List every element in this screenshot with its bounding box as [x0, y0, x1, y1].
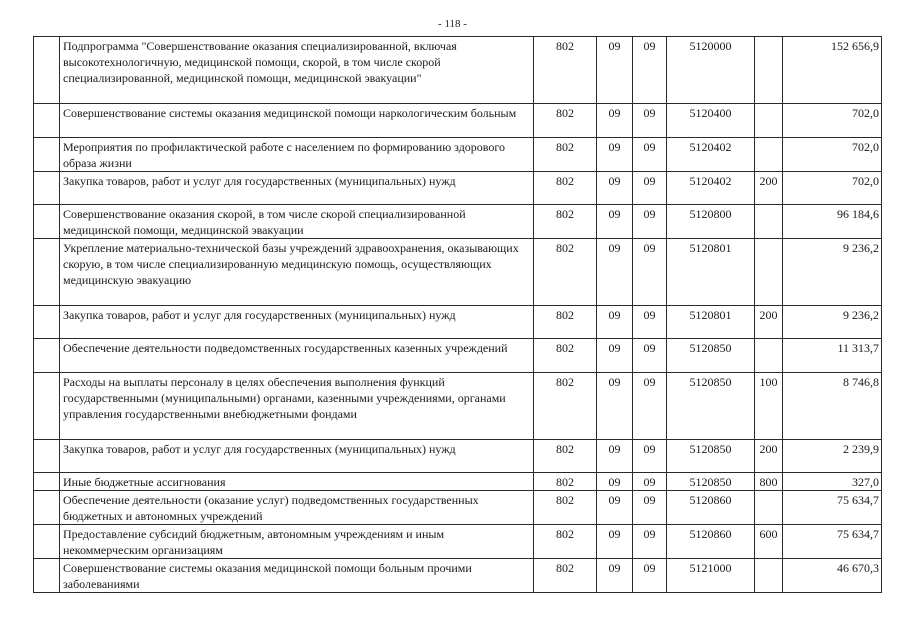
- item-name: Укрепление материально-технической базы учреждений здравоохранения, оказывающих скорую, в том числе специализированную медицинскую помощь, осуществляющих медицинскую эвакуацию: [60, 239, 534, 306]
- subsection-code: 09: [633, 138, 667, 172]
- subsection-code: 09: [633, 559, 667, 593]
- expense-type-code: [755, 37, 783, 104]
- expense-type-code: [755, 559, 783, 593]
- amount: 96 184,6: [783, 205, 882, 239]
- page-number: - 118 -: [438, 18, 467, 30]
- row-margin-cell: [34, 205, 60, 239]
- item-name: Обеспечение деятельности (оказание услуг) подведомственных государственных бюджетных и автономных учреждений: [60, 491, 534, 525]
- amount: 152 656,9: [783, 37, 882, 104]
- section-code: 09: [597, 473, 633, 491]
- target-article-code: 5120850: [667, 373, 755, 440]
- expense-type-code: 600: [755, 525, 783, 559]
- subsection-code: 09: [633, 104, 667, 138]
- ved-code: 802: [534, 373, 597, 440]
- table-row: [34, 239, 882, 306]
- row-margin-cell: [34, 491, 60, 525]
- section-code: 09: [597, 104, 633, 138]
- amount: 11 313,7: [783, 339, 882, 373]
- item-name: Расходы на выплаты персоналу в целях обеспечения выполнения функций государственными (муниципальными) органами, казенными учреждениями, органами управления государственными внебюджетными фондами: [60, 373, 534, 440]
- subsection-code: 09: [633, 373, 667, 440]
- table-row: [34, 104, 882, 138]
- section-code: 09: [597, 138, 633, 172]
- amount: 75 634,7: [783, 525, 882, 559]
- ved-code: 802: [534, 205, 597, 239]
- target-article-code: 5121000: [667, 559, 755, 593]
- target-article-code: 5120801: [667, 306, 755, 339]
- expense-type-code: [755, 205, 783, 239]
- section-code: 09: [597, 440, 633, 473]
- target-article-code: 5120402: [667, 172, 755, 205]
- item-name: Закупка товаров, работ и услуг для государственных (муниципальных) нужд: [60, 440, 534, 473]
- section-code: 09: [597, 306, 633, 339]
- row-margin-cell: [34, 239, 60, 306]
- row-margin-cell: [34, 172, 60, 205]
- table-row: [34, 339, 882, 373]
- subsection-code: 09: [633, 239, 667, 306]
- target-article-code: 5120402: [667, 138, 755, 172]
- subsection-code: 09: [633, 440, 667, 473]
- item-name: Мероприятия по профилактической работе с населением по формированию здорового образа жизни: [60, 138, 534, 172]
- table-row: [34, 138, 882, 172]
- amount: 8 746,8: [783, 373, 882, 440]
- ved-code: 802: [534, 473, 597, 491]
- item-name: Закупка товаров, работ и услуг для государственных (муниципальных) нужд: [60, 306, 534, 339]
- ved-code: 802: [534, 339, 597, 373]
- expense-type-code: 800: [755, 473, 783, 491]
- target-article-code: 5120850: [667, 440, 755, 473]
- table-row: [34, 205, 882, 239]
- amount: 327,0: [783, 473, 882, 491]
- target-article-code: 5120800: [667, 205, 755, 239]
- expense-type-code: [755, 491, 783, 525]
- subsection-code: 09: [633, 339, 667, 373]
- subsection-code: 09: [633, 525, 667, 559]
- amount: 702,0: [783, 172, 882, 205]
- item-name: Иные бюджетные ассигнования: [60, 473, 534, 491]
- item-name: Совершенствование системы оказания медицинской помощи наркологическим больным: [60, 104, 534, 138]
- row-margin-cell: [34, 373, 60, 440]
- row-margin-cell: [34, 440, 60, 473]
- expense-type-code: 200: [755, 440, 783, 473]
- ved-code: 802: [534, 138, 597, 172]
- section-code: 09: [597, 491, 633, 525]
- section-code: 09: [597, 373, 633, 440]
- section-code: 09: [597, 559, 633, 593]
- target-article-code: 5120850: [667, 339, 755, 373]
- item-name: Закупка товаров, работ и услуг для государственных (муниципальных) нужд: [60, 172, 534, 205]
- section-code: 09: [597, 205, 633, 239]
- subsection-code: 09: [633, 491, 667, 525]
- table-body: [34, 37, 882, 593]
- table-row: [34, 373, 882, 440]
- table-row: [34, 172, 882, 205]
- target-article-code: 5120860: [667, 525, 755, 559]
- amount: 702,0: [783, 104, 882, 138]
- expense-type-code: [755, 339, 783, 373]
- item-name: Обеспечение деятельности подведомственных государственных казенных учреждений: [60, 339, 534, 373]
- ved-code: 802: [534, 239, 597, 306]
- ved-code: 802: [534, 559, 597, 593]
- section-code: 09: [597, 525, 633, 559]
- item-name: Совершенствование системы оказания медицинской помощи больным прочими заболеваниями: [60, 559, 534, 593]
- subsection-code: 09: [633, 306, 667, 339]
- ved-code: 802: [534, 37, 597, 104]
- item-name: Совершенствование оказания скорой, в том числе скорой специализированной медицинской помощи, медицинской эвакуации: [60, 205, 534, 239]
- expense-type-code: 200: [755, 172, 783, 205]
- amount: 75 634,7: [783, 491, 882, 525]
- table-row: [34, 491, 882, 525]
- subsection-code: 09: [633, 473, 667, 491]
- target-article-code: 5120400: [667, 104, 755, 138]
- target-article-code: 5120850: [667, 473, 755, 491]
- amount: 2 239,9: [783, 440, 882, 473]
- table-row: [34, 37, 882, 104]
- ved-code: 802: [534, 491, 597, 525]
- section-code: 09: [597, 339, 633, 373]
- ved-code: 802: [534, 306, 597, 339]
- row-margin-cell: [34, 104, 60, 138]
- subsection-code: 09: [633, 37, 667, 104]
- target-article-code: 5120860: [667, 491, 755, 525]
- row-margin-cell: [34, 339, 60, 373]
- amount: 46 670,3: [783, 559, 882, 593]
- row-margin-cell: [34, 306, 60, 339]
- section-code: 09: [597, 37, 633, 104]
- table-row: [34, 525, 882, 559]
- row-margin-cell: [34, 138, 60, 172]
- row-margin-cell: [34, 473, 60, 491]
- subsection-code: 09: [633, 205, 667, 239]
- expense-type-code: [755, 138, 783, 172]
- row-margin-cell: [34, 559, 60, 593]
- ved-code: 802: [534, 104, 597, 138]
- row-margin-cell: [34, 525, 60, 559]
- item-name: Предоставление субсидий бюджетным, автономным учреждениям и иным некоммерческим организациям: [60, 525, 534, 559]
- subsection-code: 09: [633, 172, 667, 205]
- amount: 9 236,2: [783, 306, 882, 339]
- table-row: [34, 473, 882, 491]
- target-article-code: 5120000: [667, 37, 755, 104]
- expense-type-code: 200: [755, 306, 783, 339]
- row-margin-cell: [34, 37, 60, 104]
- ved-code: 802: [534, 525, 597, 559]
- amount: 702,0: [783, 138, 882, 172]
- table-row: [34, 559, 882, 593]
- target-article-code: 5120801: [667, 239, 755, 306]
- section-code: 09: [597, 239, 633, 306]
- budget-table: [33, 36, 882, 593]
- table-row: [34, 306, 882, 339]
- section-code: 09: [597, 172, 633, 205]
- amount: 9 236,2: [783, 239, 882, 306]
- ved-code: 802: [534, 440, 597, 473]
- table-row: [34, 440, 882, 473]
- item-name: Подпрограмма "Совершенствование оказания специализированной, включая высокотехнологичную, медицинской помощи, скорой, в том числе скорой специализированной, медицинской помощи, медицинской эвакуации": [60, 37, 534, 104]
- expense-type-code: [755, 239, 783, 306]
- expense-type-code: [755, 104, 783, 138]
- ved-code: 802: [534, 172, 597, 205]
- expense-type-code: 100: [755, 373, 783, 440]
